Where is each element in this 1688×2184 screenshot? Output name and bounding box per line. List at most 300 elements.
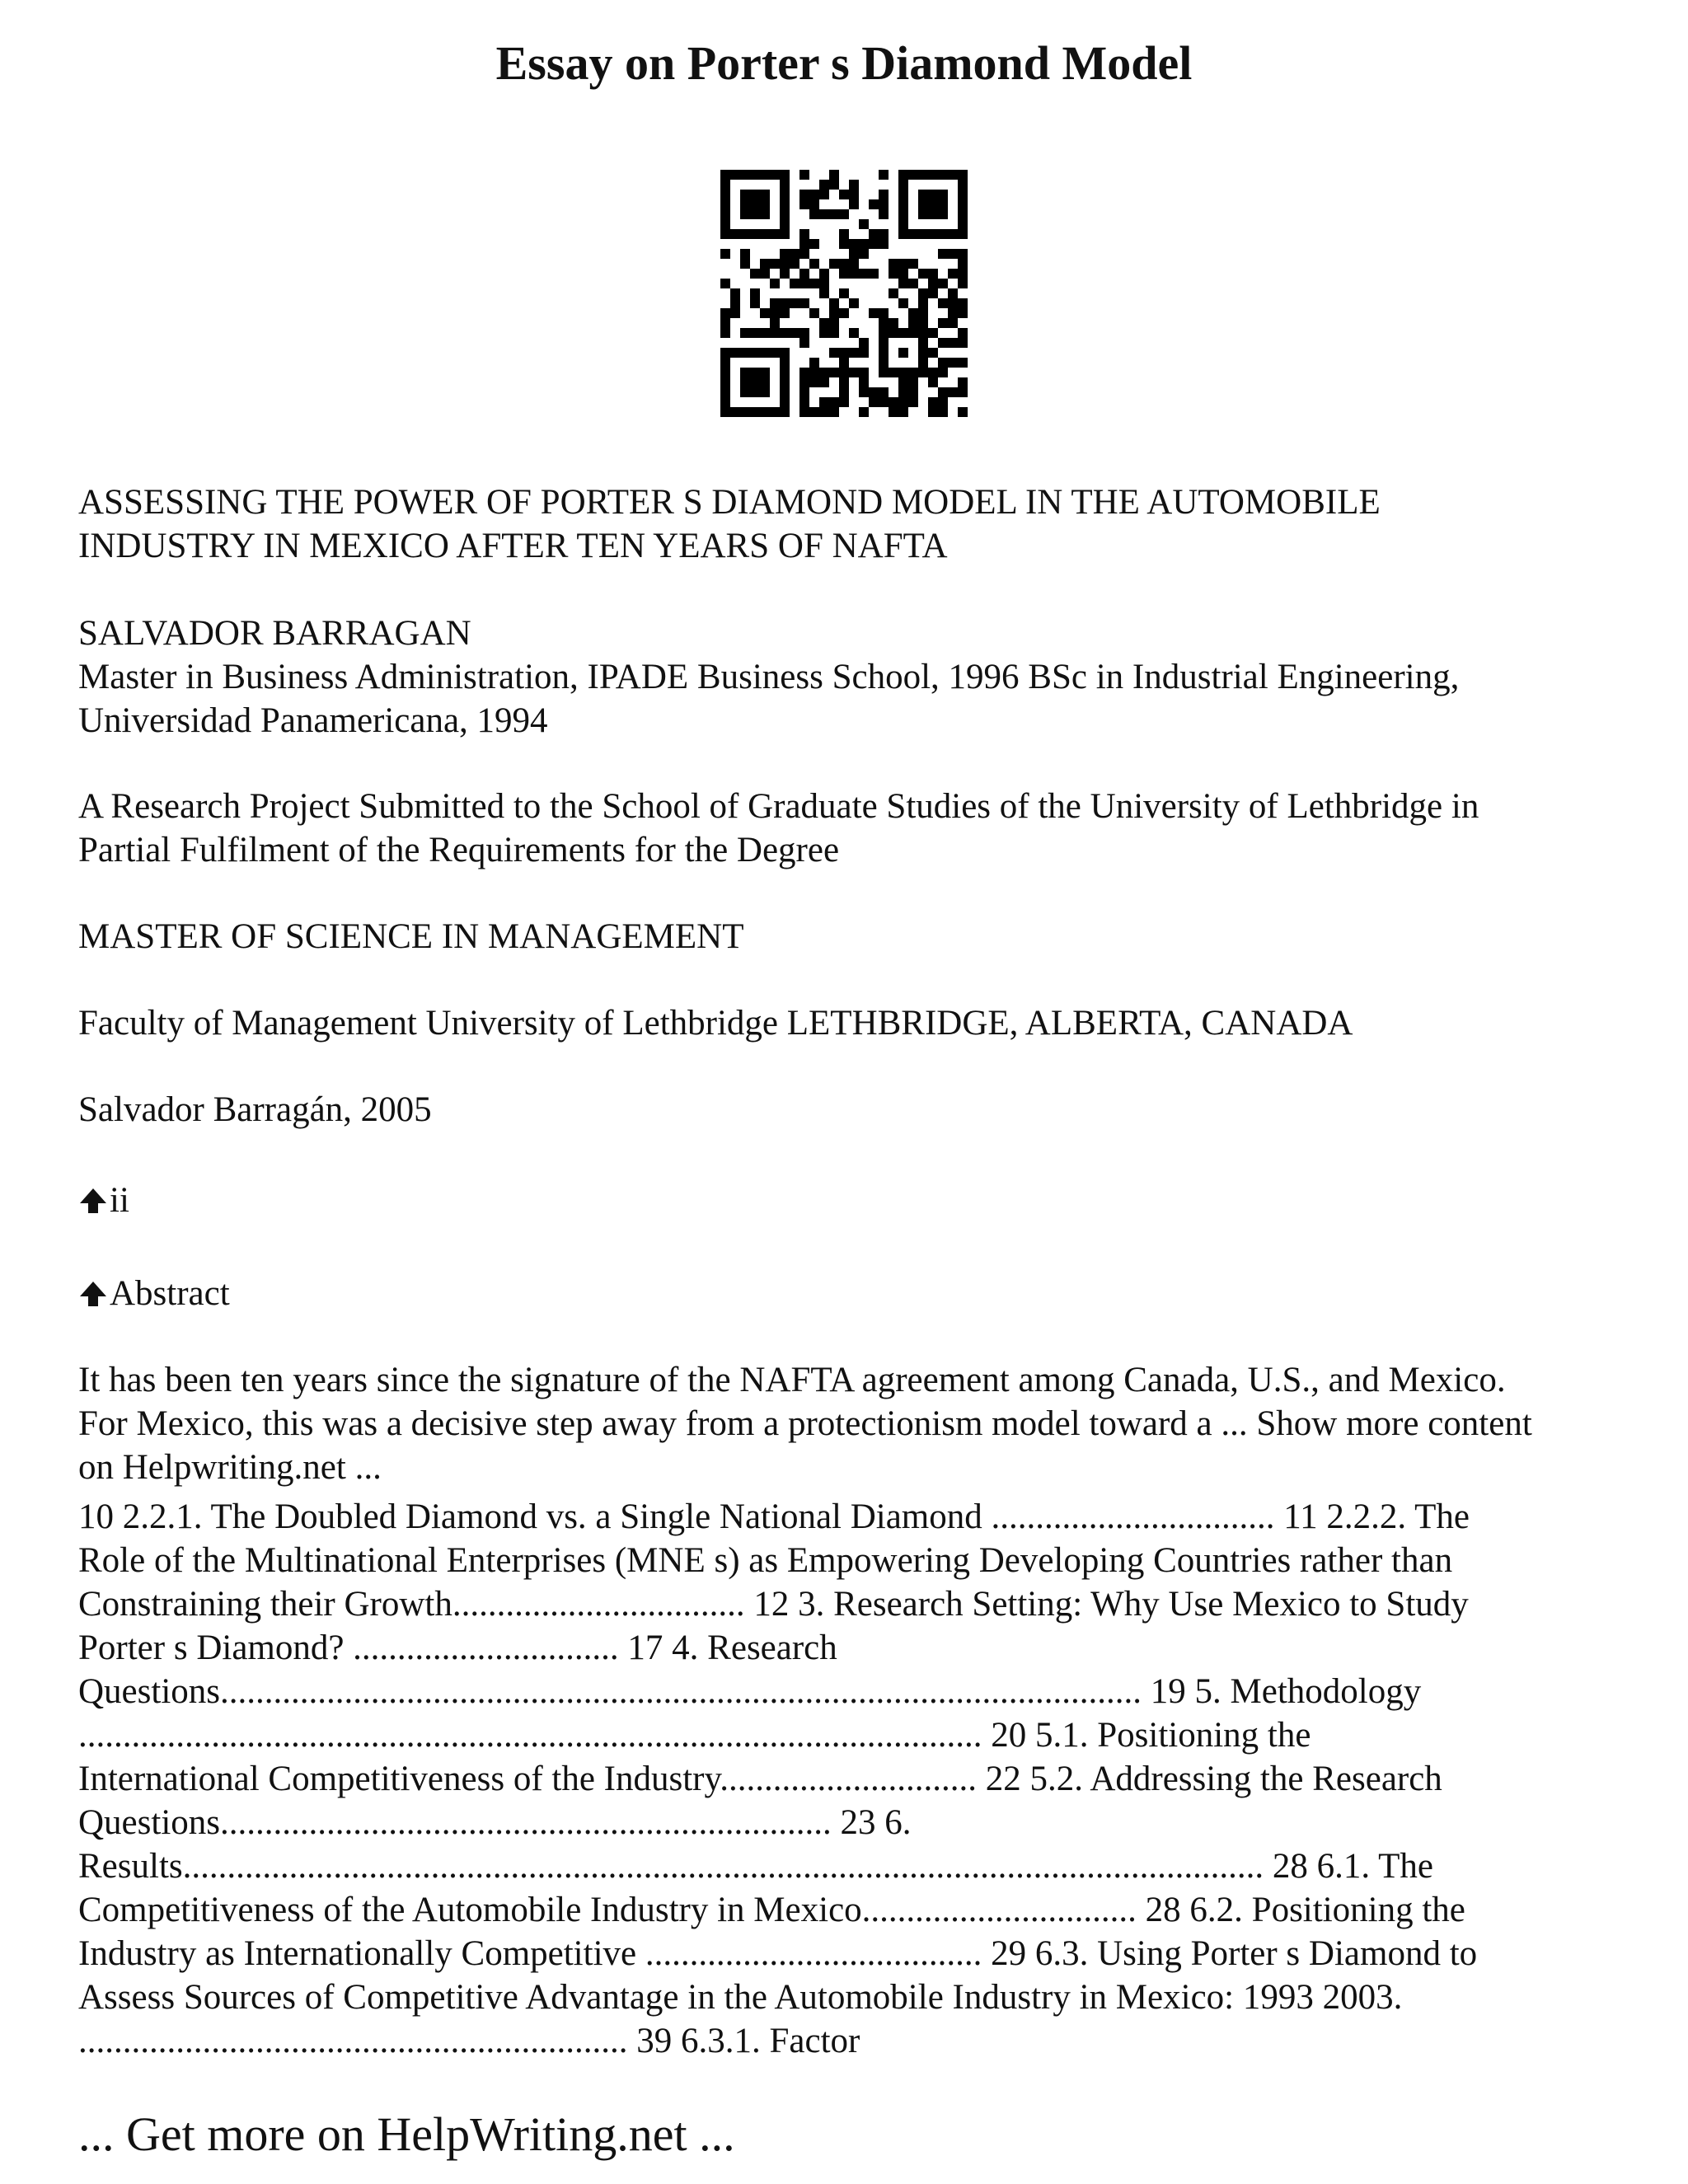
qr-module [720,249,730,259]
qr-module [859,377,869,387]
qr-module [780,397,790,407]
qr-module [958,358,968,368]
qr-module [770,308,780,318]
qr-module [740,377,750,387]
qr-module [898,298,908,308]
qr-module [829,308,839,318]
qr-module [730,407,740,417]
qr-module [938,170,948,180]
qr-module [958,407,968,417]
qr-module [879,318,889,328]
qr-module [908,328,918,338]
qr-module [859,239,869,249]
qr-module [809,377,819,387]
qr-module [760,328,770,338]
qr-module [898,199,908,209]
footer-link[interactable]: ... Get more on HelpWriting.net ... [78,2107,735,2161]
qr-module [740,209,750,219]
qr-module [889,288,898,298]
qr-module [790,259,799,269]
qr-module [839,358,849,368]
qr-module [799,170,809,180]
qr-module [889,368,898,377]
toc-line: Results.......................................................................................................................... 28 6.1. The [78,1847,1433,1886]
toc-line: 10 2.2.1. The Doubled Diamond vs. a Single National Diamond ................................ 11 2.2.2. The [78,1497,1470,1536]
toc-line: .............................................................. 39 6.3.1. Factor [78,2022,860,2060]
copyright-line: Salvador Barragán, 2005 [78,1090,432,1129]
nav-link-page-ii-label: ii [110,1181,129,1220]
qr-module [849,249,859,259]
toc-line: International Competitiveness of the Industry............................. 22 5.2. Addressing the Research [78,1760,1442,1798]
qr-module [720,358,730,368]
qr-module [740,229,750,239]
qr-module [780,259,790,269]
qr-module [898,190,908,199]
qr-module [898,209,908,219]
qr-module [799,229,809,239]
qr-module [889,407,898,417]
qr-module [829,170,839,180]
qr-module [879,348,889,358]
qr-module [720,308,730,318]
qr-module [770,348,780,358]
qr-module [928,209,938,219]
qr-module [730,288,740,298]
qr-module [879,338,889,348]
qr-module [859,407,869,417]
qr-module [869,269,879,279]
qr-module [898,269,908,279]
qr-module [908,308,918,318]
qr-module [720,190,730,199]
qr-module [829,348,839,358]
qr-module [879,358,889,368]
qr-module [770,328,780,338]
abstract-text [78,1358,1644,1489]
qr-module [780,298,790,308]
qr-module [720,348,730,358]
qr-module [829,397,839,407]
table-of-contents [78,1495,1620,2063]
qr-module [898,397,908,407]
qr-module [780,219,790,229]
qr-module [948,308,958,318]
qr-module [938,209,948,219]
qr-module [958,338,968,348]
qr-module [780,328,790,338]
qr-module [740,190,750,199]
qr-module [958,190,968,199]
qr-module [780,377,790,387]
qr-module [780,229,790,239]
qr-module [958,180,968,190]
qr-module [938,279,948,288]
qr-module [799,190,809,199]
qr-module [938,229,948,239]
author-degrees-line-2: Universidad Panamericana, 1994 [78,701,548,740]
qr-module [908,377,918,387]
qr-module [740,199,750,209]
qr-module [760,190,770,199]
qr-module [849,368,859,377]
qr-module [819,318,829,328]
qr-module [750,377,760,387]
qr-module [918,199,928,209]
qr-module [760,387,770,397]
qr-module [938,338,948,348]
qr-module [829,318,839,328]
qr-module [720,279,730,288]
qr-module [819,397,829,407]
qr-module [849,328,859,338]
qr-module [908,397,918,407]
toc-line: Questions..................................................................... 23 6. [78,1803,912,1842]
qr-module [720,209,730,219]
qr-module [819,377,829,387]
qr-module [780,358,790,368]
qr-module [859,348,869,358]
qr-module [859,387,869,397]
faculty-line: Faculty of Management University of Lethbridge LETHBRIDGE, ALBERTA, CANADA [78,1004,1353,1043]
qr-module [760,407,770,417]
qr-module [720,229,730,239]
qr-module [958,269,968,279]
qr-module [928,328,938,338]
qr-module [760,377,770,387]
qr-module [879,368,889,377]
thesis-heading-line-1: ASSESSING THE POWER OF PORTER S DIAMOND MODEL IN THE AUTOMOBILE [78,483,1381,522]
qr-module [819,180,829,190]
qr-module [839,269,849,279]
abstract-line-1: It has been ten years since the signature of the NAFTA agreement among Canada, U.S., and Mexico. [78,1361,1506,1399]
qr-module [790,328,799,338]
qr-module [720,407,730,417]
qr-module [780,308,790,318]
qr-module [859,219,869,229]
qr-module [958,387,968,397]
qr-module [928,407,938,417]
qr-module [839,348,849,358]
nav-link-page-ii[interactable] [78,1179,1644,1222]
qr-module [829,209,839,219]
qr-module [869,199,879,209]
qr-module [819,269,829,279]
qr-module [790,279,799,288]
qr-module [799,239,809,249]
qr-module [918,269,928,279]
qr-module [928,279,938,288]
qr-module [839,239,849,249]
qr-module [809,358,819,368]
qr-module [809,279,819,288]
qr-module [730,298,740,308]
qr-module [770,318,780,328]
qr-module [730,308,740,318]
qr-module [809,239,819,249]
qr-module [918,318,928,328]
qr-module [819,279,829,288]
qr-module [948,358,958,368]
qr-module [948,387,958,397]
qr-module [869,239,879,249]
qr-module [760,209,770,219]
qr-module [809,407,819,417]
qr-module [750,209,760,219]
qr-module [938,298,948,308]
qr-module [889,259,898,269]
qr-module [829,368,839,377]
qr-module [829,407,839,417]
qr-module [918,338,928,348]
toc-line: Porter s Diamond? .............................. 17 4. Research [78,1629,837,1667]
qr-module [918,328,928,338]
qr-module [780,209,790,219]
qr-module [819,209,829,219]
toc-line: Industry as Internationally Competitive ...................................... 29 6.3. Using Porter s Diamond to [78,1934,1478,1973]
qr-module [958,279,968,288]
qr-module [948,338,958,348]
qr-module [879,397,889,407]
qr-module [720,199,730,209]
toc-line: Role of the Multinational Enterprises (MNE s) as Empowering Developing Countries rather than [78,1541,1453,1580]
qr-module [839,209,849,219]
qr-module [740,368,750,377]
qr-module [938,387,948,397]
qr-module [958,219,968,229]
qr-module [750,190,760,199]
qr-module [948,298,958,308]
qr-module [849,239,859,249]
qr-module [849,269,859,279]
qr-module [898,279,908,288]
qr-module [720,180,730,190]
qr-module [760,308,770,318]
qr-module [799,338,809,348]
submission-statement [78,785,1644,872]
qr-module [720,170,730,180]
qr-module [908,368,918,377]
qr-module [770,407,780,417]
qr-module [829,259,839,269]
qr-module [889,328,898,338]
qr-module [928,368,938,377]
thesis-heading-line-2: INDUSTRY IN MEXICO AFTER TEN YEARS OF NAFTA [78,527,948,565]
qr-module [869,308,879,318]
qr-module [938,318,948,328]
qr-module [879,229,889,239]
qr-module [948,269,958,279]
qr-module [849,199,859,209]
qr-module [750,348,760,358]
qr-module [889,318,898,328]
qr-module [849,298,859,308]
qr-module [948,170,958,180]
qr-module [898,328,908,338]
submission-line-2: Partial Fulfilment of the Requirements for the Degree [78,831,840,869]
qr-module [938,249,948,259]
toc-line: Constraining their Growth................................. 12 3. Research Setting: Why Use Mexico to Study [78,1585,1469,1624]
qr-module [958,229,968,239]
qr-module [760,259,770,269]
qr-module [730,170,740,180]
qr-module [898,259,908,269]
qr-module [740,249,750,259]
qr-module [839,387,849,397]
qr-module [750,407,760,417]
qr-module [720,377,730,387]
qr-module [938,368,948,377]
qr-module [918,298,928,308]
qr-module [958,209,968,219]
qr-module [948,318,958,328]
qr-module [879,190,889,199]
qr-module [809,308,819,318]
qr-module [770,259,780,269]
qr-module [938,407,948,417]
qr-module [889,269,898,279]
qr-module [799,199,809,209]
nav-link-abstract-label: Abstract [110,1274,230,1313]
qr-module [819,368,829,377]
qr-module [750,387,760,397]
qr-module [898,180,908,190]
qr-module [750,229,760,239]
qr-module [928,170,938,180]
qr-module [869,387,879,397]
qr-module [799,397,809,407]
qr-module [770,298,780,308]
qr-module [750,328,760,338]
qr-module [799,249,809,259]
qr-module [819,288,829,298]
qr-module [898,170,908,180]
qr-module [918,229,928,239]
qr-module [938,358,948,368]
abstract-line-3: on Helpwriting.net ... [78,1448,382,1487]
author-block [78,612,1644,743]
qr-module [859,338,869,348]
qr-module [770,279,780,288]
qr-module [859,249,869,259]
qr-module [928,190,938,199]
toc-line: Competitiveness of the Automobile Industry in Mexico............................... 28 6.2. Positioning the [78,1891,1465,1929]
qr-module [928,288,938,298]
qr-module [958,298,968,308]
thesis-heading [78,480,1644,568]
toc-line: ...................................................................................................... 20 5.1. Positioning the [78,1716,1311,1755]
qr-module [879,239,889,249]
qr-module [780,387,790,397]
qr-module [750,170,760,180]
qr-module [839,368,849,377]
qr-module [780,170,790,180]
qr-module [720,219,730,229]
qr-module [720,318,730,328]
qr-module [958,328,968,338]
author-name: SALVADOR BARRAGAN [78,614,471,653]
qr-module [750,269,760,279]
qr-module [829,298,839,308]
qr-module [938,199,948,209]
qr-module [879,387,889,397]
qr-module [898,368,908,377]
qr-module [958,377,968,387]
qr-module [760,229,770,239]
qr-module [829,180,839,190]
qr-module [809,199,819,209]
qr-module [849,259,859,269]
qr-module [740,387,750,397]
qr-module [898,348,908,358]
qr-module [720,328,730,338]
qr-module [770,229,780,239]
qr-module [928,348,938,358]
qr-module [879,328,889,338]
qr-module [750,288,760,298]
qr-module [928,229,938,239]
up-arrow-icon [78,1186,108,1216]
qr-module [740,170,750,180]
qr-module [849,180,859,190]
qr-module [799,377,809,387]
qr-module [898,219,908,229]
qr-module [740,328,750,338]
qr-module [908,259,918,269]
nav-link-abstract[interactable] [78,1272,1644,1315]
qr-module [720,387,730,397]
qr-module [869,229,879,239]
up-arrow-icon [78,1279,108,1309]
qr-module [958,199,968,209]
qr-module [750,368,760,377]
qr-module [799,368,809,377]
qr-module [898,377,908,387]
qr-module [809,209,819,219]
qr-module [780,190,790,199]
qr-module [819,328,829,338]
qr-module [948,249,958,259]
qr-module [780,368,790,377]
qr-module [918,209,928,219]
qr-module [908,229,918,239]
qr-module [720,368,730,377]
qr-module [760,348,770,358]
qr-module [918,288,928,298]
qr-module [839,377,849,387]
qr-module [889,397,898,407]
qr-module [918,170,928,180]
qr-module [958,170,968,180]
qr-module [958,308,968,318]
qr-module [829,328,839,338]
qr-module [918,308,928,318]
qr-module [849,348,859,358]
qr-code [720,170,968,417]
qr-module [750,298,760,308]
qr-module [809,190,819,199]
qr-module [869,397,879,407]
qr-module [839,229,849,239]
qr-module [799,328,809,338]
qr-module [760,170,770,180]
qr-module [819,407,829,417]
qr-module [948,288,958,298]
abstract-line-2: For Mexico, this was a decisive step away from a protectionism model toward a ... Show more content [78,1404,1532,1443]
qr-module [908,387,918,397]
qr-module [958,259,968,269]
qr-module [839,308,849,318]
qr-module [750,199,760,209]
